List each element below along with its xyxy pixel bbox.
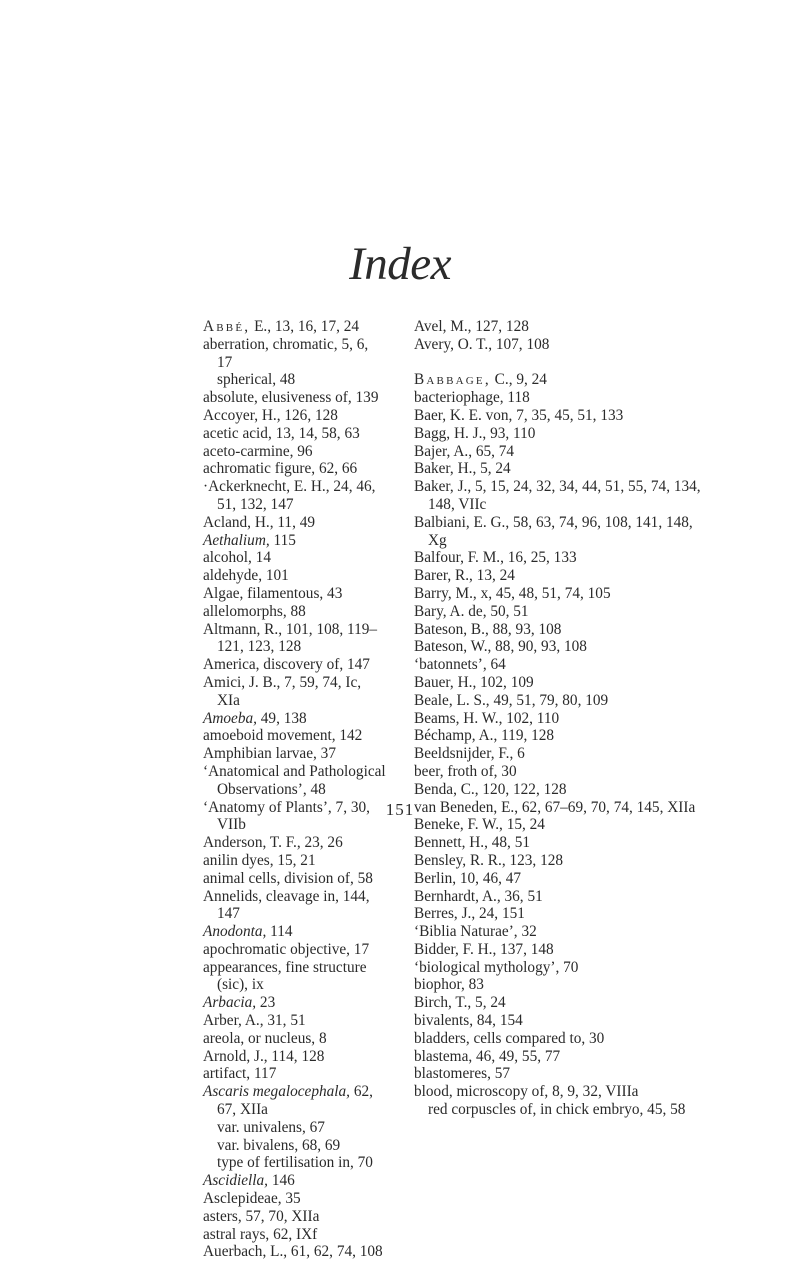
index-page-refs: E., 13, 16, 17, 24 (250, 318, 360, 335)
index-entry (414, 514, 704, 550)
index-entry (414, 425, 704, 443)
index-term: Berres, (414, 905, 458, 923)
index-entry (414, 781, 704, 799)
index-entry (203, 959, 386, 995)
index-entry (414, 656, 704, 674)
index-page-refs: B., 88, 93, 108 (467, 620, 562, 638)
index-entry (414, 852, 704, 870)
index-page-refs: 96 (293, 442, 313, 460)
index-entry (203, 763, 386, 799)
index-term: Amici, (203, 673, 246, 691)
index-entry (203, 1190, 386, 1208)
index-term: allelomorphs, (203, 602, 287, 620)
index-term: var. univalens, (217, 1118, 306, 1136)
index-page-refs: 70 (559, 958, 579, 976)
index-entry (203, 318, 386, 336)
index-term: Bennett, (414, 834, 466, 852)
index-entry (203, 923, 386, 941)
index-entry (414, 674, 704, 692)
index-page-refs: M., x, 45, 48, 51, 74, 105 (451, 584, 611, 602)
index-entry (203, 585, 386, 603)
index-entry (203, 674, 386, 710)
index-term: ‘Biblia Naturae’, (414, 923, 518, 941)
index-term: Berlin, (414, 869, 457, 887)
index-term: Benda, (414, 780, 457, 798)
index-page-refs: J., 114, 128 (250, 1047, 325, 1065)
index-page-refs: F. H., 137, 148 (458, 940, 554, 958)
index-page-refs: J. B., 7, 59, 74, Ic, XIa (217, 673, 362, 709)
index-page-refs: F., 6 (494, 745, 525, 763)
index-entry (203, 1083, 386, 1119)
index-term: Arnold, (203, 1047, 251, 1065)
index-page-refs: A., 36, 51 (479, 887, 543, 905)
index-entry (414, 638, 704, 656)
index-page-refs: 17 (349, 940, 370, 958)
index-entry (203, 656, 386, 674)
index-page-refs: 144, 147 (217, 887, 370, 923)
index-page-refs: 45, 58 (643, 1101, 686, 1119)
index-page-refs: 139 (351, 389, 379, 407)
index-subentry (414, 1101, 704, 1119)
index-entry (203, 478, 386, 514)
index-page-refs: 68, 69 (298, 1136, 341, 1154)
index-entry (414, 549, 704, 567)
index-entry (203, 407, 386, 425)
index-term: Beneke, (414, 816, 464, 834)
index-term: biophor, (414, 976, 465, 994)
index-page-refs: A., 65, 74 (450, 442, 515, 460)
index-entry (203, 621, 386, 657)
index-term: ‘Anatomical and Pathological Observations’, (203, 762, 386, 798)
index-term: bacteriophage, (414, 389, 504, 407)
index-term: ‘biological mythology’, (414, 958, 560, 976)
index-term: Bidder, (414, 940, 459, 958)
index-page-refs: J., 5, 15, 24, 32, 34, 44, 51, 55, 74, 134, 148, VIIc (428, 478, 701, 513)
index-entry (414, 1065, 704, 1083)
index-term: var. bivalens, (217, 1136, 299, 1154)
index-entry (414, 621, 704, 639)
index-term: Bajer, (414, 442, 451, 460)
index-term: Arbacia, (203, 994, 257, 1012)
index-term: Accoyer, (203, 406, 259, 424)
index-entry (414, 763, 704, 781)
index-subentry (203, 371, 386, 389)
index-page-refs: 49, 138 (256, 709, 307, 727)
index-page-refs: 62, IXf (269, 1225, 318, 1243)
index-entry (203, 834, 386, 852)
index-page-refs: 7, 30, VIIb (217, 798, 370, 834)
index-term: Anodonta, (203, 923, 267, 941)
index-entry (203, 389, 386, 407)
index-term: amoeboid movement, (203, 727, 336, 745)
index-term: spherical, (217, 371, 277, 389)
index-page-refs: 101 (262, 567, 289, 585)
index-entry (203, 870, 386, 888)
index-term: Altmann, (203, 620, 261, 638)
index-page-refs: 5, 6, 17 (217, 335, 369, 371)
index-page-refs: 46, 49, 55, 77 (472, 1047, 561, 1065)
index-page-refs: R. R., 123, 128 (466, 851, 564, 869)
index-page-refs: 48 (276, 371, 296, 389)
index-term: Balbiani, (414, 513, 470, 531)
index-page-refs: 8 (315, 1029, 327, 1047)
index-page-refs: 114 (266, 923, 293, 941)
index-page-refs: L., 61, 62, 74, 108 (266, 1243, 383, 1261)
index-term: Avery, (414, 335, 454, 353)
index-page-refs: 83 (464, 976, 484, 994)
index-entry (203, 1243, 386, 1261)
index-page-refs: L. S., 49, 51, 79, 80, 109 (452, 691, 609, 709)
index-page-refs: 10, 46, 47 (456, 869, 522, 887)
index-term: blastema, (414, 1047, 473, 1065)
index-entry (203, 567, 386, 585)
index-page-refs: 30 (585, 1029, 605, 1047)
index-page-refs: C., 120, 122, 128 (456, 780, 567, 798)
index-page-refs: E., 62, 67–69, 70, 74, 145, XIIa (497, 798, 696, 816)
index-term: Amphibian larvae, (203, 745, 317, 763)
index-entry (414, 923, 704, 941)
index-term: aberration, chromatic, (203, 335, 338, 353)
index-term: Annelids, cleavage in, (203, 887, 339, 905)
index-column-left (203, 318, 386, 1261)
index-page-refs: M., 127, 128 (446, 318, 529, 335)
index-page-refs: 57 (490, 1065, 511, 1083)
index-entry (203, 532, 386, 550)
index-page-refs: 62, 66 (315, 460, 358, 478)
index-entry (203, 336, 386, 372)
index-term: Asclepideae, (203, 1190, 282, 1208)
index-entry (203, 1208, 386, 1226)
index-term: Birch, (414, 994, 452, 1012)
index-entry (203, 727, 386, 745)
index-entry (203, 1172, 386, 1190)
index-term: Bensley, (414, 851, 467, 869)
index-entry (414, 745, 704, 763)
index-entry (414, 336, 704, 354)
index-page-refs: 37 (316, 745, 336, 763)
index-term: Bary, (414, 602, 447, 620)
index-term: Amoeba, (203, 709, 257, 727)
index-entry (203, 549, 386, 567)
index-page-refs: 48 (306, 780, 326, 798)
index-term: alcohol, (203, 549, 252, 567)
index-entry (414, 443, 704, 461)
index-column-right (414, 318, 704, 1119)
index-term: Aethalium, (203, 531, 270, 549)
index-term: Bagg, (414, 424, 451, 442)
index-term: beer, froth of, (414, 762, 498, 780)
index-subentry (203, 1119, 386, 1137)
index-term: areola, or nucleus, (203, 1029, 316, 1047)
index-term: Bateson, (414, 638, 468, 656)
index-page-refs: T. F., 23, 26 (266, 834, 343, 852)
index-entry (414, 905, 704, 923)
index-page-refs: W., 88, 90, 93, 108 (467, 638, 587, 656)
index-term: Algae, filamentous, (203, 584, 324, 602)
index-entry (203, 603, 386, 621)
index-page-refs: 35 (281, 1190, 301, 1208)
index-page-refs: 58 (353, 869, 373, 887)
index-term: anilin dyes, (203, 851, 274, 869)
index-term: absolute, elusiveness of, (203, 389, 352, 407)
index-entry (203, 745, 386, 763)
index-entry (203, 460, 386, 478)
index-entry (414, 888, 704, 906)
index-term: Anderson, (203, 834, 267, 852)
index-page-refs: R., 13, 24 (451, 567, 515, 585)
index-page-refs: H., 102, 109 (453, 673, 534, 691)
index-page-refs: A. de, 50, 51 (446, 602, 529, 620)
index-page-refs: 117 (250, 1065, 277, 1083)
index-page-refs: 57, 70, XIIa (241, 1207, 320, 1225)
index-entry (414, 407, 704, 425)
index-term: ‘Anatomy of Plants’, (203, 798, 332, 816)
index-term: Baker, (414, 478, 454, 496)
index-term: red corpuscles of, in chick embryo, (428, 1101, 644, 1119)
index-entry (203, 1226, 386, 1244)
index-page-refs: H., 5, 24 (453, 460, 511, 478)
index-term: astral rays, (203, 1225, 270, 1243)
page-number: 151 (385, 800, 415, 819)
index-page-refs: 43 (323, 584, 343, 602)
index-page-refs: (sic), ix (217, 976, 264, 994)
index-entry (414, 318, 704, 336)
index-entry (203, 514, 386, 532)
index-entry (203, 888, 386, 924)
index-entry (414, 371, 704, 389)
index-term: Bauer, (414, 673, 454, 691)
index-entry (203, 443, 386, 461)
index-page-refs: 32 (517, 923, 537, 941)
index-page-refs: 147 (343, 656, 370, 674)
index-entry (414, 603, 704, 621)
index-term: Auerbach, (203, 1243, 267, 1261)
index-term: blood, microscopy of, (414, 1083, 549, 1101)
index-page-refs: F. M., 16, 25, 133 (463, 549, 577, 567)
index-page-refs: H., 126, 128 (258, 406, 338, 424)
index-page-refs: F. W., 15, 24 (463, 816, 545, 834)
index-entry (414, 994, 704, 1012)
index-page-refs: J., 24, 151 (457, 905, 525, 923)
index-term: Balfour, (414, 549, 464, 567)
index-term: Ascaris megalocephala, (203, 1083, 350, 1101)
index-term: achromatic figure, (203, 460, 316, 478)
index-term: Babbage, (414, 371, 491, 389)
index-page-refs: 70 (353, 1154, 373, 1172)
index-term: America, discovery of, (203, 656, 344, 674)
index-page-refs: H. W., 102, 110 (459, 709, 560, 727)
index-page-refs: 142 (335, 727, 363, 745)
index-entry (414, 692, 704, 710)
index-entry (203, 852, 386, 870)
index-term: Bernhardt, (414, 887, 479, 905)
index-term: bivalents, (414, 1012, 474, 1030)
index-entry (414, 941, 704, 959)
index-entry (203, 425, 386, 443)
index-page-refs: 67 (305, 1118, 325, 1136)
index-page-refs: H., 48, 51 (465, 834, 530, 852)
index-entry (414, 478, 704, 514)
index-term: apochromatic objective, (203, 940, 350, 958)
index-page-refs: 8, 9, 32, VIIIa (548, 1083, 639, 1101)
index-entry (414, 870, 704, 888)
index-entry (414, 585, 704, 603)
index-page-refs: C., 9, 24 (490, 371, 547, 389)
index-page-refs: 13, 14, 58, 63 (271, 424, 360, 442)
index-entry (414, 460, 704, 478)
index-subentry (203, 1137, 386, 1155)
index-page-refs: 118 (503, 389, 530, 407)
index-term: Beams, (414, 709, 460, 727)
index-page-refs: A., 31, 51 (241, 1012, 306, 1030)
index-term: ‘batonnets’, (414, 656, 487, 674)
index-entry (414, 727, 704, 745)
index-page-refs: A., 119, 128 (475, 727, 555, 745)
index-entry (203, 710, 386, 728)
index-entry (414, 1048, 704, 1066)
index-page-refs: 88 (286, 602, 306, 620)
index-term: Baker, (414, 460, 454, 478)
index-entry (414, 1030, 704, 1048)
index-page-refs: 62, 67, XIIa (217, 1083, 373, 1119)
index-term: Abbé, (203, 318, 251, 335)
index-term: Acland, (203, 513, 251, 531)
index-entry (203, 994, 386, 1012)
index-entry (414, 976, 704, 994)
index-term: type of fertilisation in, (217, 1154, 354, 1172)
index-term: acetic acid, (203, 424, 272, 442)
index-term: asters, (203, 1207, 242, 1225)
index-entry (414, 567, 704, 585)
index-entry (414, 959, 704, 977)
index-page-refs: 15, 21 (273, 851, 316, 869)
index-page-refs: T., 5, 24 (451, 994, 506, 1012)
index-page-refs: R., 101, 108, 119–121, 123, 128 (217, 620, 378, 656)
index-entry (203, 1065, 386, 1083)
index-page-refs: 64 (486, 656, 506, 674)
index-term: appearances, fine structure (203, 958, 367, 976)
index-term: bladders, cells compared to, (414, 1029, 586, 1047)
index-page-refs: H. J., 93, 110 (450, 424, 536, 442)
index-term: Bateson, (414, 620, 468, 638)
index-term: Barry, (414, 584, 452, 602)
index-entry (414, 1012, 704, 1030)
index-page-refs: K. E. von, 7, 35, 45, 51, 133 (446, 406, 624, 424)
index-page-refs: E. H., 24, 46, 51, 132, 147 (217, 478, 376, 513)
index-entry (414, 389, 704, 407)
index-term: aldehyde, (203, 567, 263, 585)
index-term: animal cells, division of, (203, 869, 354, 887)
index-page-refs: E. G., 58, 63, 74, 96, 108, 141, 148, Xg (428, 513, 693, 549)
index-term: Avel, (414, 318, 447, 335)
index-term: Ascidiella, (203, 1172, 268, 1190)
index-term: Beeldsnijder, (414, 745, 495, 763)
index-entry (414, 834, 704, 852)
index-term: Béchamp, (414, 727, 476, 745)
index-page-refs: 30 (497, 762, 517, 780)
index-entry (203, 1048, 386, 1066)
page-title: Index (349, 238, 451, 290)
index-entry (203, 1030, 386, 1048)
index-entry (414, 710, 704, 728)
index-term: Arber, (203, 1012, 242, 1030)
index-page-refs: 146 (268, 1172, 295, 1190)
index-page-refs: 23 (256, 994, 276, 1012)
index-page-refs: H., 11, 49 (251, 513, 316, 531)
index-page-refs: 14 (251, 549, 271, 567)
index-term: van Beneden, (414, 798, 498, 816)
index-term: Beale, (414, 691, 453, 709)
index-page-refs: 84, 154 (473, 1012, 523, 1030)
index-term: blastomeres, (414, 1065, 491, 1083)
index-entry (203, 941, 386, 959)
index-entry (414, 1083, 704, 1101)
index-subentry (203, 1154, 386, 1172)
index-page-refs: O. T., 107, 108 (453, 335, 550, 353)
index-term: Barer, (414, 567, 452, 585)
index-term: ·Ackerknecht, (203, 478, 291, 496)
index-term: aceto-carmine, (203, 442, 294, 460)
index-entry (203, 1012, 386, 1030)
index-page-refs: 115 (269, 531, 296, 549)
index-term: Baer, (414, 406, 447, 424)
index-term: artifact, (203, 1065, 251, 1083)
